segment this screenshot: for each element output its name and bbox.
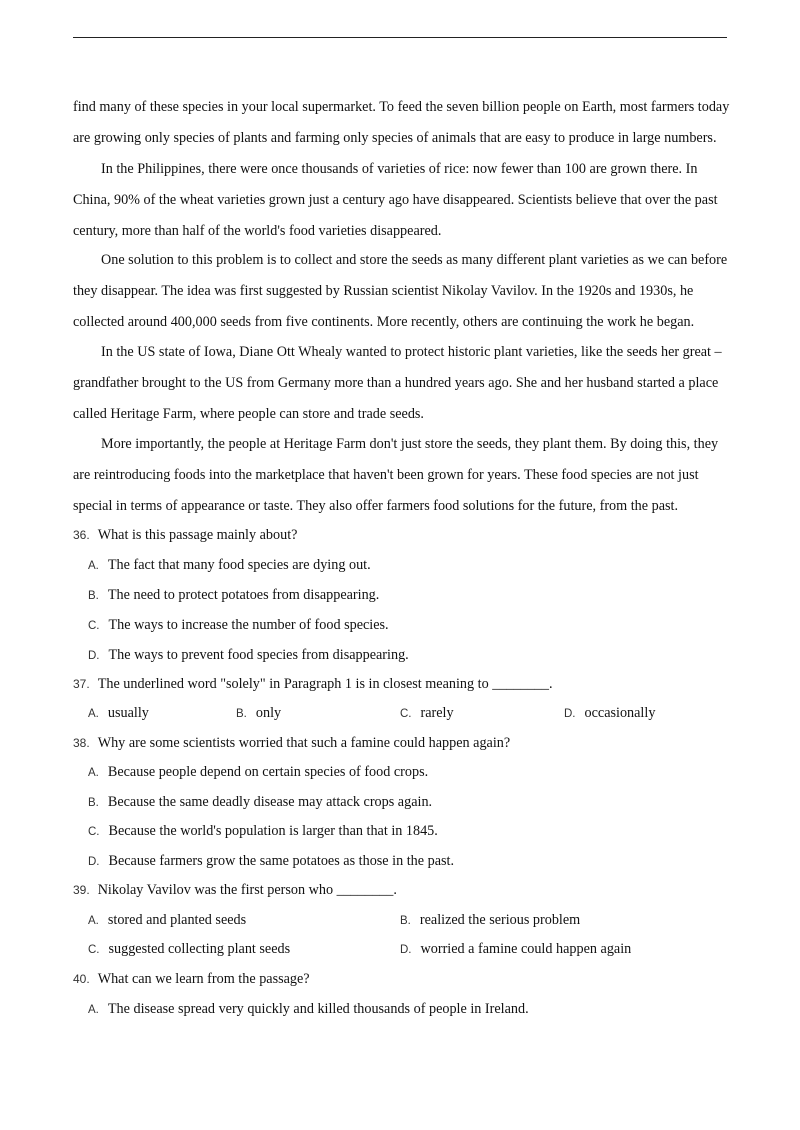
- option-36-b[interactable]: [88, 587, 379, 604]
- option-39-d[interactable]: [400, 941, 631, 958]
- option-letter: B.: [88, 797, 99, 809]
- option-letter: C.: [400, 708, 412, 720]
- option-letter: C.: [88, 620, 100, 632]
- option-text: Because people depend on certain species of food crops.: [107, 764, 429, 780]
- text-line: called Heritage Farm, where people can store and trade seeds.: [73, 406, 424, 422]
- question-text: The underlined word "solely" in Paragraph 1 is in closest meaning to ________.: [97, 676, 553, 692]
- text-line: grandfather brought to the US from Germany more than a hundred years ago. She and her husband started a place: [73, 375, 719, 391]
- option-39-c[interactable]: [88, 941, 290, 958]
- question-number: 39.: [73, 883, 90, 897]
- option-38-c[interactable]: [88, 823, 438, 840]
- option-text: The ways to increase the number of food species.: [108, 617, 389, 633]
- question-38: [73, 735, 510, 752]
- option-letter: A.: [88, 708, 99, 720]
- text-line: More importantly, the people at Heritage Farm don't just store the seeds, they plant them. By doing this, they: [101, 436, 719, 452]
- question-text: Nikolay Vavilov was the first person who ________.: [97, 882, 397, 898]
- option-36-a[interactable]: [88, 557, 371, 574]
- option-text: worried a famine could happen again: [420, 941, 632, 957]
- option-36-d[interactable]: [88, 647, 409, 664]
- question-text: What is this passage mainly about?: [97, 527, 298, 543]
- option-36-c[interactable]: [88, 617, 389, 634]
- text-line: collected around 400,000 seeds from five continents. More recently, others are continuing the work he began.: [73, 314, 695, 330]
- option-39-a[interactable]: [88, 912, 246, 929]
- option-text: occasionally: [584, 705, 656, 721]
- option-letter: A.: [88, 560, 99, 572]
- question-text: Why are some scientists worried that such a famine could happen again?: [97, 735, 511, 751]
- paragraph-2: [73, 154, 733, 247]
- option-letter: C.: [88, 944, 100, 956]
- option-text: usually: [107, 705, 149, 721]
- option-letter: B.: [236, 708, 247, 720]
- option-37-c[interactable]: [400, 705, 454, 722]
- option-39-b[interactable]: [400, 912, 580, 929]
- text-line: One solution to this problem is to collect and store the seeds as many different plant varieties as we can before: [101, 252, 728, 268]
- text-line: are growing only species of plants and farming only species of animals that are easy to produce in large numbers.: [73, 130, 717, 146]
- header-rule: [73, 37, 727, 38]
- text-line: they disappear. The idea was first suggested by Russian scientist Nikolay Vavilov. In the 1920s and 1930s, he: [73, 283, 694, 299]
- question-text: What can we learn from the passage?: [97, 971, 310, 987]
- text-line: century, more than half of the world's food varieties disappeared.: [73, 223, 442, 239]
- text-line: In the US state of Iowa, Diane Ott Whealy wanted to protect historic plant varieties, like the seeds her great –: [101, 344, 722, 360]
- paragraph-3: [73, 245, 733, 338]
- text-line: China, 90% of the wheat varieties grown just a century ago have disappeared. Scientists believe that over the past: [73, 192, 718, 208]
- option-letter: D.: [88, 856, 100, 868]
- text-line: find many of these species in your local supermarket. To feed the seven billion people on Earth, most farmers today: [73, 99, 730, 115]
- option-text: realized the serious problem: [419, 912, 581, 928]
- option-38-d[interactable]: [88, 853, 454, 870]
- option-40-a[interactable]: [88, 1001, 529, 1018]
- text-line: are reintroducing foods into the marketplace that haven't been grown for years. These food species are not just: [73, 467, 699, 483]
- option-letter: D.: [88, 650, 100, 662]
- option-text: The fact that many food species are dying out.: [107, 557, 371, 573]
- option-letter: A.: [88, 1004, 99, 1016]
- option-37-b[interactable]: [236, 705, 281, 722]
- option-text: Because the same deadly disease may attack crops again.: [107, 794, 433, 810]
- question-number: 37.: [73, 677, 90, 691]
- option-37-a[interactable]: [88, 705, 149, 722]
- option-text: Because farmers grow the same potatoes as those in the past.: [108, 853, 455, 869]
- paragraph-4: [73, 337, 733, 430]
- paragraph-1: [73, 92, 733, 154]
- text-line: In the Philippines, there were once thousands of varieties of rice: now fewer than 100 are grown there. In: [101, 161, 698, 177]
- option-text: The need to protect potatoes from disappearing.: [107, 587, 380, 603]
- option-text: The disease spread very quickly and killed thousands of people in Ireland.: [107, 1001, 529, 1017]
- text-line: special in terms of appearance or taste. They also offer farmers food solutions for the future, from the past.: [73, 498, 678, 514]
- question-number: 38.: [73, 736, 90, 750]
- option-letter: D.: [400, 944, 412, 956]
- option-text: stored and planted seeds: [107, 912, 247, 928]
- option-letter: C.: [88, 826, 100, 838]
- option-letter: D.: [564, 708, 576, 720]
- option-38-b[interactable]: [88, 794, 432, 811]
- question-number: 36.: [73, 528, 90, 542]
- option-letter: B.: [400, 915, 411, 927]
- question-39: [73, 882, 397, 899]
- question-37: [73, 676, 553, 693]
- option-letter: A.: [88, 915, 99, 927]
- question-number: 40.: [73, 972, 90, 986]
- option-38-a[interactable]: [88, 764, 428, 781]
- option-letter: B.: [88, 590, 99, 602]
- option-37-d[interactable]: [564, 705, 655, 722]
- question-40: [73, 971, 310, 988]
- option-text: The ways to prevent food species from disappearing.: [108, 647, 409, 663]
- option-letter: A.: [88, 767, 99, 779]
- question-36: [73, 527, 297, 544]
- option-text: Because the world's population is larger than that in 1845.: [108, 823, 438, 839]
- option-text: suggested collecting plant seeds: [108, 941, 291, 957]
- option-text: only: [255, 705, 282, 721]
- paragraph-5: [73, 429, 733, 522]
- option-text: rarely: [420, 705, 454, 721]
